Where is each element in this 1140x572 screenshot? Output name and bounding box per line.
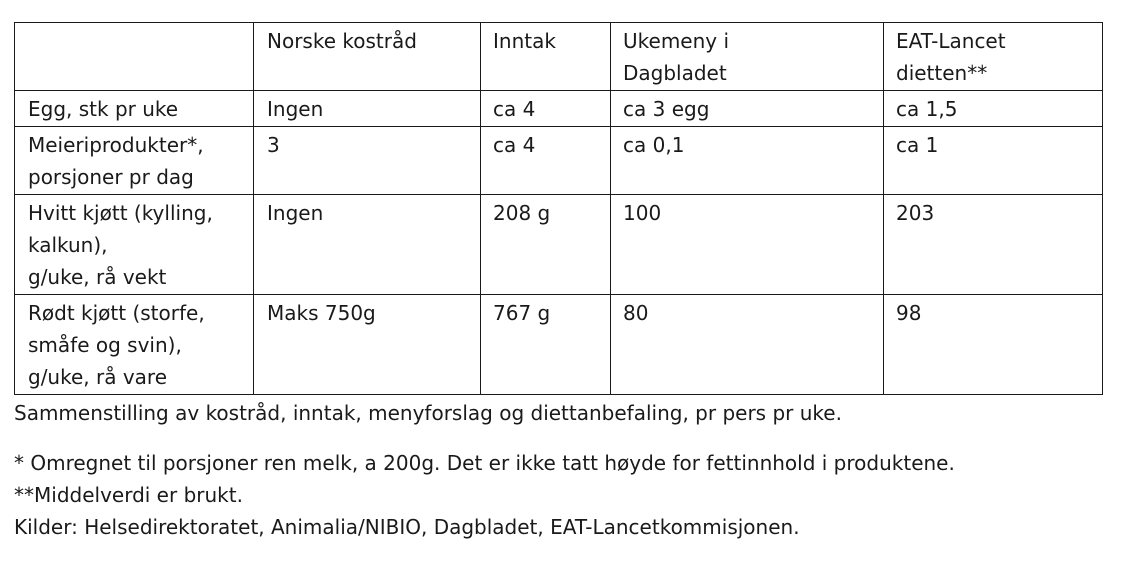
table-cell: 3 [254, 127, 481, 195]
table-cell: 100 [611, 195, 884, 295]
table-header-row [15, 23, 1103, 91]
table-row [15, 295, 1103, 395]
table-row [15, 195, 1103, 295]
table-cell: ca 0,1 [611, 127, 884, 195]
table-header-cell: Inntak [481, 23, 611, 91]
table-header-cell [15, 23, 254, 91]
table-header-cell: Norske kostråd [254, 23, 481, 91]
table-cell: ca 1 [884, 127, 1103, 195]
table-cell: ca 4 [481, 127, 611, 195]
comparison-table [14, 22, 1103, 395]
table-row [15, 127, 1103, 195]
footnotes [14, 447, 1104, 543]
table-cell: Ingen [254, 91, 481, 127]
table-cell: ca 4 [481, 91, 611, 127]
table-caption: Sammenstilling av kostråd, inntak, menyforslag og diettanbefaling, pr pers pr uke. [14, 401, 842, 425]
table-header-cell: Ukemeny i Dagbladet [611, 23, 884, 91]
table-cell: 767 g [481, 295, 611, 395]
table-cell: 203 [884, 195, 1103, 295]
table-row-label: Rødt kjøtt (storfe, småfe og svin), g/uke, rå vare [15, 295, 254, 395]
footnote-dairy: * Omregnet til porsjoner ren melk, a 200g. Det er ikke tatt høyde for fettinnhold i produktene. [14, 451, 955, 475]
footnote-average: **Middelverdi er brukt. [14, 483, 243, 507]
footnote-sources: Kilder: Helsedirektoratet, Animalia/NIBIO, Dagbladet, EAT-Lancetkommisjonen. [14, 515, 800, 539]
table-cell: 208 g [481, 195, 611, 295]
table-row-label: Meieriprodukter*, porsjoner pr dag [15, 127, 254, 195]
table-row [15, 91, 1103, 127]
table-header-cell: EAT-Lancet dietten** [884, 23, 1103, 91]
table-cell: ca 3 egg [611, 91, 884, 127]
table-row-label: Egg, stk pr uke [15, 91, 254, 127]
table-row-label: Hvitt kjøtt (kylling, kalkun), g/uke, rå vekt [15, 195, 254, 295]
table-cell: 98 [884, 295, 1103, 395]
table-cell: Ingen [254, 195, 481, 295]
table-cell: ca 1,5 [884, 91, 1103, 127]
table-cell: Maks 750g [254, 295, 481, 395]
document [14, 22, 1104, 543]
table-cell: 80 [611, 295, 884, 395]
